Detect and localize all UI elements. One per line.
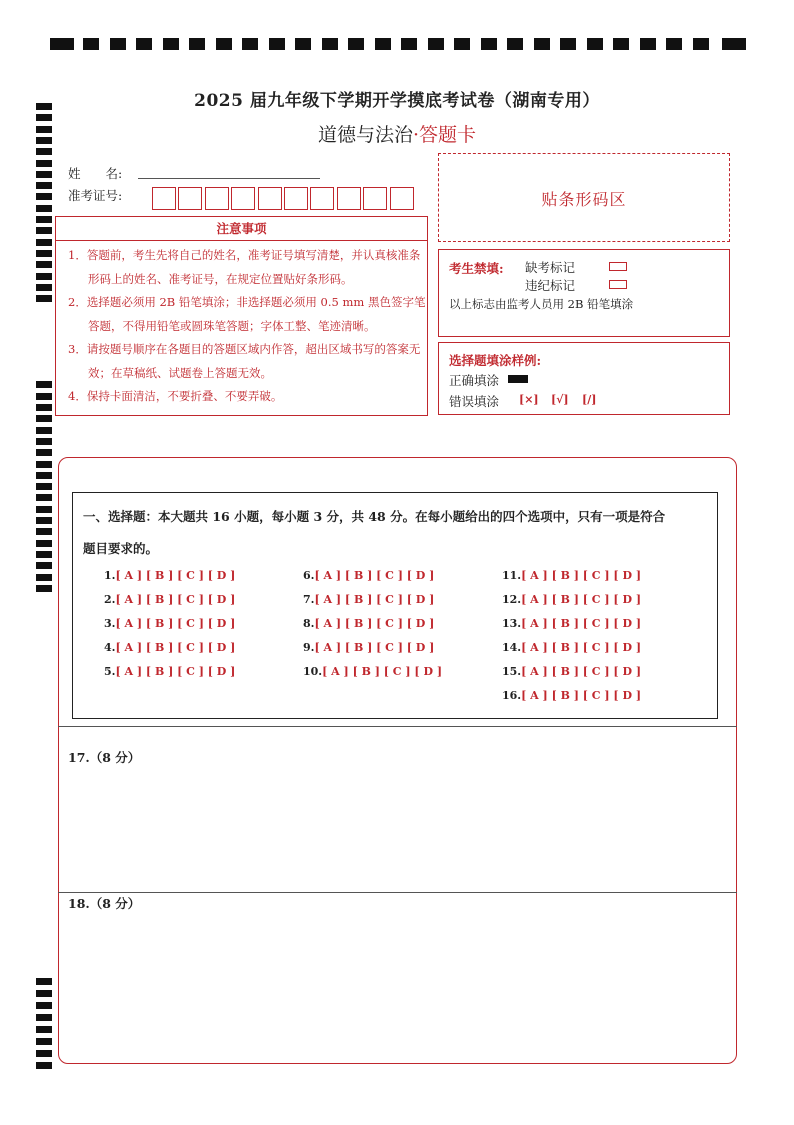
- fill-example-panel: [438, 342, 730, 415]
- absent-mark-box[interactable]: [609, 262, 627, 271]
- wrong-fill-cross: [×]: [519, 393, 539, 406]
- mcq-instructions: 一、选择题：本大题共 16 小题，每小题 3 分，共 48 分。在每小题给出的四个选项中，只有一项是符合: [83, 509, 666, 524]
- timing-mark: [110, 38, 126, 50]
- timing-mark: [481, 38, 497, 50]
- mcq-options[interactable]: [ A ] [ B ] [ C ] [ D ]: [521, 569, 642, 582]
- mcq-number: 3.: [104, 617, 116, 630]
- timing-mark: [36, 182, 52, 189]
- mcq-number: 15.: [502, 665, 522, 678]
- prohibited-label: 考生禁填:: [449, 261, 504, 276]
- mcq-options[interactable]: [ A ] [ B ] [ C ] [ D ]: [521, 665, 642, 678]
- timing-mark: [560, 38, 576, 50]
- timing-mark: [36, 978, 52, 985]
- timing-mark: [36, 227, 52, 234]
- timing-mark: [36, 517, 52, 524]
- timing-mark: [375, 38, 391, 50]
- timing-mark: [36, 528, 52, 535]
- mcq-question[interactable]: [303, 593, 434, 606]
- mcq-number: 5.: [104, 665, 116, 678]
- timing-mark: [36, 551, 52, 558]
- exam-id-box[interactable]: [178, 187, 202, 210]
- mcq-question[interactable]: [104, 665, 235, 678]
- absent-mark-label: 缺考标记: [525, 260, 576, 275]
- timing-mark: [36, 1038, 52, 1045]
- notes-item: 2．选择题必须用 2B 铅笔填涂；非选择题必须用 0.5 mm 黑色签字笔答题，不得用铅笔或圆珠笔答题；字体工整、笔迹清晰。: [68, 295, 426, 333]
- timing-mark: [36, 250, 52, 257]
- exam-id-box[interactable]: [363, 187, 387, 210]
- question-17-label: [68, 748, 140, 766]
- mcq-options[interactable]: [ A ] [ B ] [ C ] [ D ]: [322, 665, 443, 678]
- timing-mark: [36, 239, 52, 246]
- timing-mark: [36, 148, 52, 155]
- timing-mark: [163, 38, 179, 50]
- exam-id-box[interactable]: [390, 187, 414, 210]
- exam-id-box[interactable]: [310, 187, 334, 210]
- mcq-options[interactable]: [ A ] [ B ] [ C ] [ D ]: [521, 689, 642, 702]
- mcq-number: 6.: [303, 569, 315, 582]
- mcq-question[interactable]: [502, 641, 641, 654]
- timing-mark: [36, 193, 52, 200]
- mcq-question[interactable]: [303, 641, 434, 654]
- timing-mark: [693, 38, 709, 50]
- exam-id-label: 准考证号:: [68, 188, 123, 203]
- timing-mark: [36, 990, 52, 997]
- timing-mark: [295, 38, 311, 50]
- exam-id-box[interactable]: [231, 187, 255, 210]
- notes-item: 4．保持卡面清洁，不要折叠、不要弄破。: [68, 389, 283, 403]
- barcode-area: [438, 153, 730, 242]
- timing-mark: [36, 574, 52, 581]
- timing-mark: [269, 38, 285, 50]
- timing-mark: [242, 38, 258, 50]
- timing-mark: [36, 415, 52, 422]
- mcq-question[interactable]: [502, 569, 641, 582]
- mcq-options[interactable]: [ A ] [ B ] [ C ] [ D ]: [314, 617, 435, 630]
- timing-mark: [36, 1050, 52, 1057]
- timing-mark: [36, 494, 52, 501]
- mcq-question[interactable]: [104, 569, 235, 582]
- timing-mark: [36, 472, 52, 479]
- mcq-options[interactable]: [ A ] [ B ] [ C ] [ D ]: [314, 641, 435, 654]
- name-label: 姓 名:: [68, 166, 123, 181]
- mcq-question[interactable]: [502, 593, 641, 606]
- timing-mark: [36, 393, 52, 400]
- timing-mark: [454, 38, 470, 50]
- answer-card-label: ·答题卡: [412, 124, 477, 146]
- section-divider-17: [58, 726, 737, 727]
- timing-mark: [640, 38, 656, 50]
- mcq-options[interactable]: [ A ] [ B ] [ C ] [ D ]: [521, 641, 642, 654]
- notes-list: [60, 244, 428, 409]
- timing-mark: [534, 38, 550, 50]
- mcq-number: 11.: [502, 569, 522, 582]
- timing-mark: [36, 404, 52, 411]
- violation-mark-box[interactable]: [609, 280, 627, 289]
- wrong-fill-label: 错误填涂: [449, 394, 500, 409]
- timing-mark: [36, 205, 52, 212]
- timing-mark: [36, 273, 52, 280]
- correct-fill-label: 正确填涂: [449, 373, 500, 388]
- timing-mark: [36, 160, 52, 167]
- subject-name: 道德与法治: [317, 124, 413, 146]
- timing-mark: [36, 506, 52, 513]
- timing-mark: [36, 284, 52, 291]
- mcq-options[interactable]: [ A ] [ B ] [ C ] [ D ]: [521, 593, 642, 606]
- mcq-number: 14.: [502, 641, 522, 654]
- mcq-options[interactable]: [ A ] [ B ] [ C ] [ D ]: [314, 593, 435, 606]
- timing-mark: [36, 540, 52, 547]
- timing-mark: [36, 438, 52, 445]
- prohibited-note: 以上标志由监考人员用 2B 铅笔填涂: [449, 297, 634, 311]
- mcq-number: 16.: [502, 689, 522, 702]
- timing-mark: [36, 261, 52, 268]
- mcq-number: 10.: [303, 665, 323, 678]
- timing-mark: [36, 1026, 52, 1033]
- timing-mark: [136, 38, 152, 50]
- left-timing-marks-upper: [36, 103, 52, 603]
- timing-mark: [83, 38, 99, 50]
- fill-example-title: 选择题填涂样例:: [449, 353, 542, 368]
- timing-mark: [36, 295, 52, 302]
- mcq-question[interactable]: [303, 617, 434, 630]
- violation-mark-label: 违纪标记: [525, 278, 576, 293]
- mcq-options[interactable]: [ A ] [ B ] [ C ] [ D ]: [115, 617, 236, 630]
- timing-mark: [36, 381, 52, 388]
- prohibited-panel: [438, 249, 730, 337]
- timing-mark: [507, 38, 523, 50]
- mcq-number: 9.: [303, 641, 315, 654]
- mcq-question[interactable]: [303, 569, 434, 582]
- timing-mark: [50, 38, 74, 50]
- mcq-options[interactable]: [ A ] [ B ] [ C ] [ D ]: [115, 641, 236, 654]
- name-field[interactable]: [138, 178, 320, 179]
- mcq-question[interactable]: [502, 617, 641, 630]
- notes-item: 3．请按题号顺序在各题目的答题区域内作答，超出区域书写的答案无效；在草稿纸、试题卷上答题无效。: [68, 342, 421, 380]
- mcq-number: 12.: [502, 593, 522, 606]
- timing-mark: [36, 461, 52, 468]
- mcq-number: 7.: [303, 593, 315, 606]
- mcq-options[interactable]: [ A ] [ B ] [ C ] [ D ]: [115, 593, 236, 606]
- timing-mark: [36, 1002, 52, 1009]
- timing-mark: [613, 38, 629, 50]
- question-18-answer-area[interactable]: [62, 912, 732, 1057]
- mcq-options[interactable]: [ A ] [ B ] [ C ] [ D ]: [521, 617, 642, 630]
- mcq-question[interactable]: [502, 665, 641, 678]
- timing-mark: [348, 38, 364, 50]
- mcq-options[interactable]: [ A ] [ B ] [ C ] [ D ]: [115, 569, 236, 582]
- notes-title: 注意事项: [56, 217, 427, 241]
- top-timing-marks: [50, 38, 746, 52]
- barcode-area-label: 贴条形码区: [541, 190, 627, 209]
- exam-id-box[interactable]: [337, 187, 361, 210]
- notes-item: 1．答题前，考生先将自己的姓名，准考证号填写清楚，并认真核准条形码上的姓名、准考证号，在规定位置贴好条形码。: [68, 248, 421, 286]
- left-timing-marks-lower: [36, 978, 52, 1070]
- mcq-question[interactable]: [104, 593, 235, 606]
- wrong-fill-slash: [/]: [582, 393, 597, 406]
- timing-mark: [36, 1014, 52, 1021]
- timing-mark: [722, 38, 746, 50]
- subject-title: [0, 120, 794, 147]
- mcq-number: 2.: [104, 593, 116, 606]
- question-18-text: 18.（8 分）: [68, 896, 141, 911]
- timing-mark: [216, 38, 232, 50]
- exam-id-box[interactable]: [284, 187, 308, 210]
- mcq-options[interactable]: [ A ] [ B ] [ C ] [ D ]: [314, 569, 435, 582]
- exam-id-box[interactable]: [258, 187, 282, 210]
- question-18-label: [68, 894, 140, 912]
- timing-mark: [666, 38, 682, 50]
- mcq-number: 8.: [303, 617, 315, 630]
- timing-mark: [36, 585, 52, 592]
- section-divider-18: [58, 892, 737, 893]
- timing-mark: [36, 562, 52, 569]
- mcq-number: 4.: [104, 641, 116, 654]
- timing-mark: [36, 216, 52, 223]
- timing-mark: [36, 171, 52, 178]
- question-17-answer-area[interactable]: [62, 765, 732, 889]
- mcq-number: 1.: [104, 569, 116, 582]
- mcq-question[interactable]: [104, 641, 235, 654]
- timing-mark: [36, 427, 52, 434]
- mcq-options[interactable]: [ A ] [ B ] [ C ] [ D ]: [115, 665, 236, 678]
- exam-title: 2025 届九年级下学期开学摸底考试卷（湖南专用）: [194, 91, 600, 111]
- timing-mark: [401, 38, 417, 50]
- timing-mark: [36, 449, 52, 456]
- timing-mark: [587, 38, 603, 50]
- wrong-fill-check: [√]: [551, 393, 569, 406]
- timing-mark: [322, 38, 338, 50]
- mcq-question[interactable]: [104, 617, 235, 630]
- timing-mark: [189, 38, 205, 50]
- timing-mark: [36, 483, 52, 490]
- correct-fill-sample: [508, 375, 528, 383]
- question-17-text: 17.（8 分）: [68, 750, 141, 765]
- mcq-instructions-cont: 题目要求的。: [83, 541, 159, 556]
- timing-mark: [36, 1062, 52, 1069]
- mcq-question[interactable]: [502, 689, 641, 702]
- exam-id-box[interactable]: [205, 187, 229, 210]
- mcq-question[interactable]: [303, 665, 442, 678]
- timing-mark: [428, 38, 444, 50]
- exam-id-box[interactable]: [152, 187, 176, 210]
- mcq-number: 13.: [502, 617, 522, 630]
